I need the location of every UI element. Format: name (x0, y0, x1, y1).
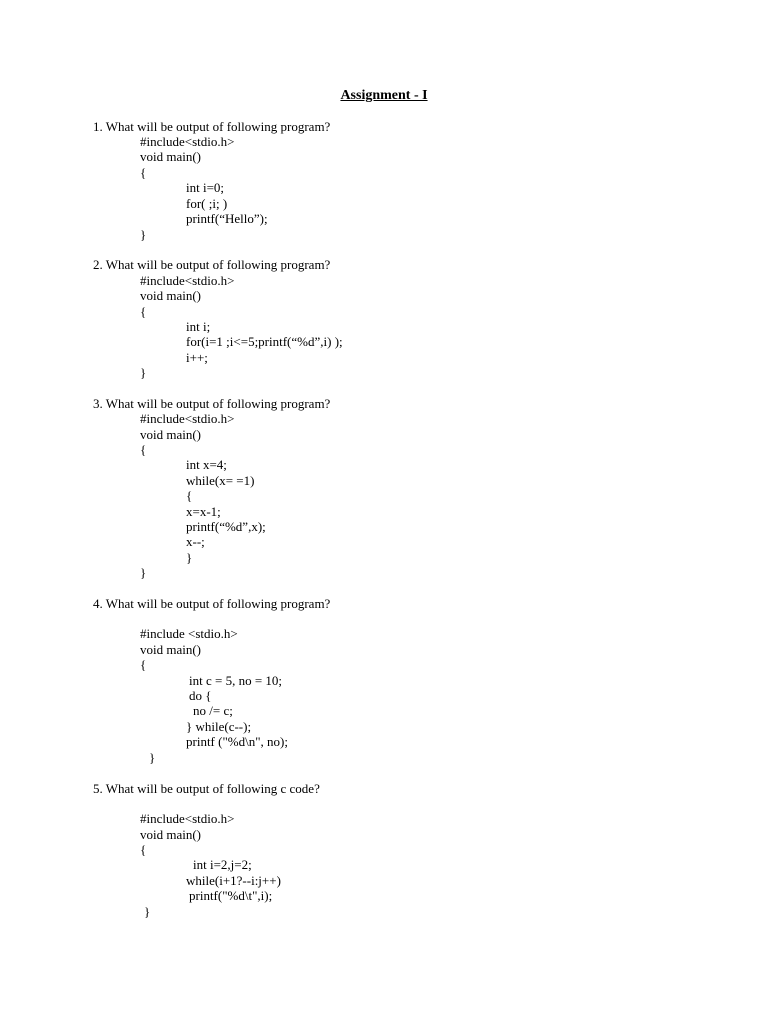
code-line: { (140, 442, 147, 457)
code-line: x=x-1; (186, 504, 221, 519)
code-line: #include <stdio.h> (140, 626, 238, 641)
code-line: no /= c; (193, 703, 233, 718)
code-line: void main() (140, 149, 202, 164)
code-line: for( ;i; ) (186, 196, 228, 211)
code-line: void main() (140, 642, 202, 657)
code-line: #include<stdio.h> (140, 811, 235, 826)
code-line: } (186, 550, 193, 565)
code-line: void main() (140, 827, 202, 842)
code-line: #include<stdio.h> (140, 273, 235, 288)
question-2-heading: 2. What will be output of following program? (93, 257, 331, 272)
code-line: { (140, 165, 147, 180)
code-line: } while(c--); (186, 719, 252, 734)
question-4-heading: 4. What will be output of following program? (93, 596, 331, 611)
code-line: #include<stdio.h> (140, 134, 235, 149)
code-line: while(x= =1) (186, 473, 255, 488)
code-line: { (186, 488, 193, 503)
code-line: printf ("%d\n", no); (186, 734, 288, 749)
code-line: printf("%d\t",i); (189, 888, 273, 903)
code-line: } (140, 227, 147, 242)
code-line: } (144, 904, 151, 919)
code-line: } (140, 565, 147, 580)
code-line: int x=4; (186, 457, 227, 472)
code-line: } (140, 365, 147, 380)
code-line: int c = 5, no = 10; (189, 673, 283, 688)
code-line: { (140, 657, 147, 672)
code-line: int i=2,j=2; (193, 857, 252, 872)
code-line: while(i+1?--i:j++) (186, 873, 281, 888)
question-5-heading: 5. What will be output of following c code? (93, 781, 320, 796)
code-line: int i=0; (186, 180, 225, 195)
code-line: printf(“%d”,x); (186, 519, 266, 534)
code-line: { (140, 304, 147, 319)
question-1-heading: 1. What will be output of following program? (93, 119, 331, 134)
question-3-heading: 3. What will be output of following program? (93, 396, 331, 411)
code-line: for(i=1 ;i<=5;printf(“%d”,i) ); (186, 334, 343, 349)
code-line: #include<stdio.h> (140, 411, 235, 426)
code-line: { (140, 842, 147, 857)
code-line: void main() (140, 427, 202, 442)
code-line: i++; (186, 350, 208, 365)
code-line: x--; (186, 534, 205, 549)
code-line: int i; (186, 319, 211, 334)
assignment-title: Assignment - I (340, 88, 428, 103)
code-line: do { (189, 688, 212, 703)
code-line: } (149, 750, 156, 765)
code-line: printf(“Hello”); (186, 211, 268, 226)
code-line: void main() (140, 288, 202, 303)
